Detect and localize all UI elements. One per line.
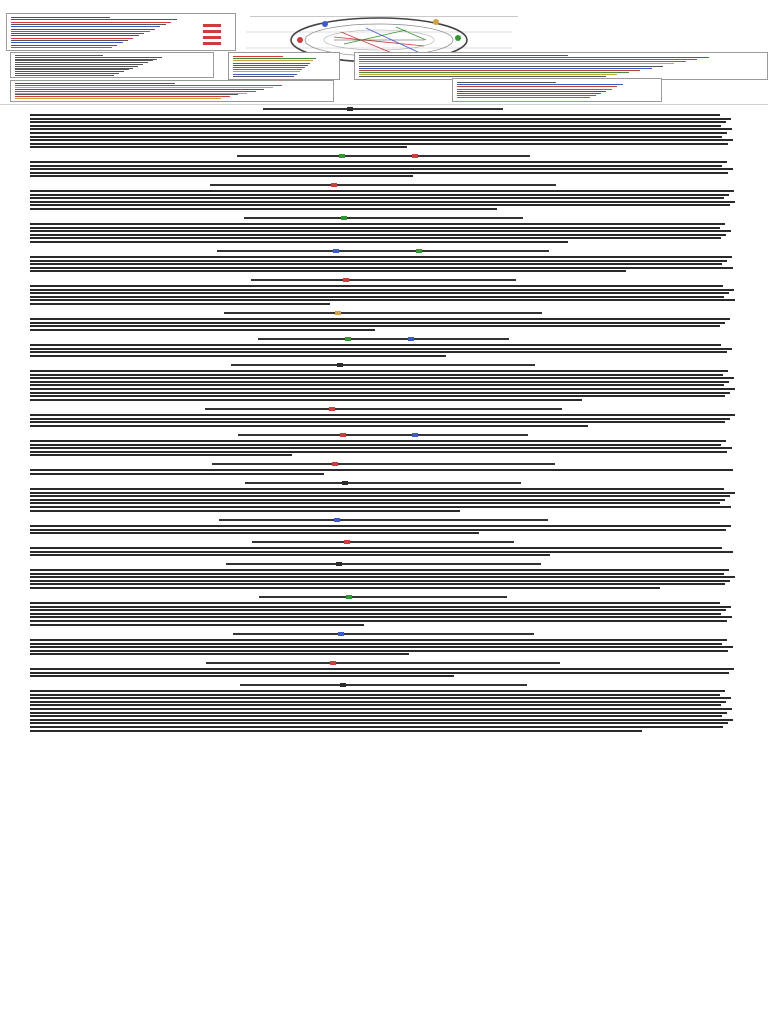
section-heading-rule bbox=[219, 519, 548, 521]
text-line bbox=[30, 143, 728, 145]
sign-glyph-icon bbox=[335, 311, 341, 315]
text-line bbox=[30, 602, 720, 604]
text-line bbox=[30, 447, 732, 449]
text-line bbox=[30, 230, 731, 232]
chart-header bbox=[0, 0, 768, 105]
section-heading bbox=[30, 362, 736, 368]
text-line bbox=[30, 650, 728, 652]
text-line bbox=[30, 204, 730, 206]
sign-glyph-icon bbox=[336, 562, 342, 566]
sign-glyph-icon bbox=[340, 683, 346, 687]
text-line bbox=[30, 569, 729, 571]
interpretation-paragraph bbox=[30, 256, 736, 275]
interpretation-paragraph bbox=[30, 344, 736, 360]
section-heading bbox=[30, 248, 736, 254]
text-line bbox=[30, 532, 479, 534]
text-line bbox=[30, 690, 725, 692]
text-line bbox=[30, 639, 727, 641]
text-line bbox=[30, 197, 724, 199]
text-line bbox=[30, 701, 726, 703]
interpretation-paragraph bbox=[30, 190, 736, 213]
text-line bbox=[30, 377, 734, 379]
text-line bbox=[30, 190, 734, 192]
text-line bbox=[30, 704, 721, 706]
panel-row bbox=[457, 91, 606, 92]
text-line bbox=[30, 551, 733, 553]
panel-row bbox=[457, 84, 623, 85]
text-line bbox=[30, 322, 725, 324]
section-heading bbox=[30, 106, 736, 112]
text-line bbox=[30, 414, 735, 416]
text-line bbox=[30, 576, 735, 578]
interpretation-paragraph bbox=[30, 668, 736, 680]
text-line bbox=[30, 329, 375, 331]
section-heading bbox=[30, 480, 736, 486]
sign-glyph-icon bbox=[338, 632, 344, 636]
sign-glyph-icon bbox=[334, 518, 340, 522]
text-line bbox=[30, 237, 721, 239]
section-heading bbox=[30, 660, 736, 666]
panel-row bbox=[359, 66, 663, 67]
section-heading-rule bbox=[212, 463, 555, 465]
sign-glyph-icon bbox=[344, 540, 350, 544]
section-heading bbox=[30, 215, 736, 221]
text-line bbox=[30, 620, 727, 622]
text-line bbox=[30, 624, 364, 626]
panel-row bbox=[359, 63, 674, 64]
interpretation-paragraph bbox=[30, 161, 736, 180]
panel-row bbox=[15, 96, 230, 97]
text-line bbox=[30, 289, 734, 291]
text-line bbox=[30, 118, 731, 120]
section-heading-rule bbox=[240, 684, 527, 686]
panel-row bbox=[233, 63, 310, 64]
section-heading bbox=[30, 182, 736, 188]
panel-row bbox=[15, 87, 273, 88]
text-line bbox=[30, 726, 723, 728]
text-line bbox=[30, 318, 730, 320]
panel-row bbox=[233, 65, 308, 66]
text-line bbox=[30, 573, 724, 575]
sign-glyph-icon bbox=[346, 595, 352, 599]
text-line bbox=[30, 712, 727, 714]
section-heading bbox=[30, 153, 736, 159]
text-line bbox=[30, 168, 733, 170]
interpretation-paragraph bbox=[30, 318, 736, 334]
text-line bbox=[30, 495, 730, 497]
section-heading bbox=[30, 539, 736, 545]
sign-glyph-icon bbox=[331, 183, 337, 187]
text-line bbox=[30, 256, 732, 258]
panel-row bbox=[11, 47, 112, 48]
text-line bbox=[30, 208, 497, 210]
text-line bbox=[30, 384, 724, 386]
interpretation-paragraph bbox=[30, 114, 736, 151]
interpretation-paragraph bbox=[30, 639, 736, 658]
sign-glyph-icon bbox=[347, 107, 353, 111]
panel-row bbox=[11, 26, 160, 27]
section-heading-rule bbox=[205, 408, 562, 410]
sign-glyph-icon bbox=[329, 407, 335, 411]
text-line bbox=[30, 554, 550, 556]
panel-row bbox=[457, 89, 612, 90]
section-heading-rule bbox=[224, 312, 542, 314]
section-heading-rule bbox=[237, 155, 530, 157]
text-line bbox=[30, 583, 725, 585]
text-line bbox=[30, 395, 725, 397]
panel-row bbox=[11, 40, 128, 41]
sign-glyph-icon bbox=[412, 433, 418, 437]
interpretation-paragraph bbox=[30, 370, 736, 404]
interpretation-paragraph bbox=[30, 602, 736, 629]
text-line bbox=[30, 296, 724, 298]
text-line bbox=[30, 270, 626, 272]
section-heading-rule bbox=[259, 596, 507, 598]
sign-glyph-icon bbox=[337, 363, 343, 367]
panel-row bbox=[11, 38, 133, 39]
section-heading-rule bbox=[251, 279, 516, 281]
panel-row bbox=[11, 22, 171, 23]
text-line bbox=[30, 613, 721, 615]
text-line bbox=[30, 421, 725, 423]
text-line bbox=[30, 444, 721, 446]
text-line bbox=[30, 492, 735, 494]
text-line bbox=[30, 606, 731, 608]
panel-row bbox=[11, 45, 117, 46]
panel-row bbox=[457, 82, 556, 83]
section-heading bbox=[30, 461, 736, 467]
panel-row bbox=[15, 93, 247, 94]
sign-glyph-icon bbox=[332, 462, 338, 466]
text-line bbox=[30, 263, 722, 265]
text-line bbox=[30, 201, 735, 203]
section-heading-rule bbox=[244, 217, 523, 219]
text-line bbox=[30, 194, 729, 196]
text-line bbox=[30, 488, 724, 490]
legend-panel bbox=[452, 78, 662, 102]
interpretation-paragraph bbox=[30, 285, 736, 308]
panel-row bbox=[359, 68, 652, 69]
panel-row bbox=[15, 98, 221, 99]
text-line bbox=[30, 451, 727, 453]
sign-glyph-icon bbox=[330, 661, 336, 665]
text-line bbox=[30, 388, 735, 390]
text-line bbox=[30, 694, 720, 696]
panel-row bbox=[359, 76, 606, 77]
text-line bbox=[30, 653, 409, 655]
panel-row bbox=[11, 33, 144, 34]
interpretation-paragraph bbox=[30, 547, 736, 559]
text-line bbox=[30, 525, 731, 527]
text-line bbox=[30, 392, 730, 394]
text-line bbox=[30, 292, 729, 294]
text-line bbox=[30, 139, 733, 141]
panel-row bbox=[233, 74, 297, 75]
panel-row bbox=[233, 67, 305, 68]
panel-row bbox=[359, 61, 686, 62]
text-line bbox=[30, 325, 720, 327]
text-line bbox=[30, 587, 660, 589]
interpretation-paragraph bbox=[30, 488, 736, 515]
text-line bbox=[30, 285, 723, 287]
text-line bbox=[30, 351, 727, 353]
text-line bbox=[30, 643, 722, 645]
text-line bbox=[30, 473, 324, 475]
text-line bbox=[30, 146, 407, 148]
text-line bbox=[30, 616, 732, 618]
text-line bbox=[30, 418, 730, 420]
text-line bbox=[30, 175, 413, 177]
panel-row bbox=[11, 42, 123, 43]
panel-row bbox=[15, 89, 264, 90]
sign-glyph-icon bbox=[416, 249, 422, 253]
text-line bbox=[30, 399, 582, 401]
text-line bbox=[30, 646, 733, 648]
sign-glyph-icon bbox=[339, 154, 345, 158]
panel-row bbox=[457, 97, 590, 98]
section-heading-rule bbox=[258, 338, 509, 340]
interpretation-text bbox=[30, 104, 736, 1022]
panel-row bbox=[11, 29, 155, 30]
section-heading-rule bbox=[263, 108, 503, 110]
sign-glyph-icon bbox=[340, 433, 346, 437]
section-heading-rule bbox=[231, 364, 535, 366]
text-line bbox=[30, 440, 726, 442]
sign-glyph-icon bbox=[345, 337, 351, 341]
panel-row bbox=[457, 95, 596, 96]
panel-row bbox=[233, 71, 300, 72]
text-line bbox=[30, 580, 730, 582]
text-line bbox=[30, 161, 727, 163]
section-heading bbox=[30, 631, 736, 637]
panel-row bbox=[233, 56, 283, 57]
section-heading bbox=[30, 594, 736, 600]
text-line bbox=[30, 510, 460, 512]
sign-glyph-icon bbox=[343, 278, 349, 282]
panel-row bbox=[233, 58, 316, 59]
section-heading bbox=[30, 561, 736, 567]
text-line bbox=[30, 348, 732, 350]
text-line bbox=[30, 128, 732, 130]
section-heading-rule bbox=[245, 482, 521, 484]
section-heading-rule bbox=[226, 563, 541, 565]
section-heading-rule bbox=[210, 184, 556, 186]
text-line bbox=[30, 381, 729, 383]
interpretation-paragraph bbox=[30, 414, 736, 430]
text-line bbox=[30, 722, 728, 724]
section-heading bbox=[30, 336, 736, 342]
panel-row bbox=[359, 70, 640, 71]
text-line bbox=[30, 529, 726, 531]
sign-glyph-icon bbox=[342, 481, 348, 485]
panel-row bbox=[457, 86, 617, 87]
text-line bbox=[30, 469, 733, 471]
text-line bbox=[30, 454, 292, 456]
section-heading-rule bbox=[252, 541, 514, 543]
interpretation-paragraph bbox=[30, 690, 736, 735]
dominants-panel bbox=[10, 80, 334, 102]
section-heading bbox=[30, 682, 736, 688]
panel-row bbox=[11, 24, 166, 25]
text-line bbox=[30, 730, 642, 732]
section-heading-rule bbox=[233, 633, 534, 635]
panel-row bbox=[233, 69, 302, 70]
interpretation-paragraph bbox=[30, 440, 736, 459]
text-line bbox=[30, 165, 722, 167]
panel-row bbox=[11, 17, 110, 18]
text-line bbox=[30, 715, 722, 717]
text-line bbox=[30, 502, 720, 504]
text-line bbox=[30, 609, 726, 611]
panel-row bbox=[15, 94, 238, 95]
panel-row bbox=[233, 60, 313, 61]
section-heading bbox=[30, 406, 736, 412]
text-line bbox=[30, 499, 725, 501]
text-line bbox=[30, 374, 723, 376]
section-heading-rule bbox=[238, 434, 528, 436]
text-line bbox=[30, 355, 446, 357]
sign-glyph-icon bbox=[333, 249, 339, 253]
panel-row bbox=[11, 19, 177, 20]
text-line bbox=[30, 234, 726, 236]
text-line bbox=[30, 344, 721, 346]
text-line bbox=[30, 172, 728, 174]
text-line bbox=[30, 121, 726, 123]
text-line bbox=[30, 547, 722, 549]
section-heading-rule bbox=[217, 250, 549, 252]
panel-row bbox=[15, 91, 256, 92]
sign-glyph-icon bbox=[408, 337, 414, 341]
panel-row bbox=[359, 57, 709, 58]
text-line bbox=[30, 227, 720, 229]
panel-row bbox=[15, 75, 114, 76]
elements-panel bbox=[228, 52, 340, 80]
aspects-panel bbox=[354, 52, 768, 80]
panel-row bbox=[11, 35, 139, 36]
section-heading bbox=[30, 310, 736, 316]
section-heading bbox=[30, 517, 736, 523]
text-line bbox=[30, 506, 731, 508]
interpretation-paragraph bbox=[30, 223, 736, 246]
interpretation-paragraph bbox=[30, 469, 736, 478]
text-line bbox=[30, 267, 733, 269]
aspect-badges bbox=[203, 24, 223, 46]
text-line bbox=[30, 299, 735, 301]
panel-row bbox=[15, 83, 175, 84]
text-line bbox=[30, 697, 731, 699]
text-line bbox=[30, 675, 454, 677]
interpretation-paragraph bbox=[30, 569, 736, 592]
panel-row bbox=[11, 31, 150, 32]
text-line bbox=[30, 708, 732, 710]
text-line bbox=[30, 114, 720, 116]
text-line bbox=[30, 668, 734, 670]
panel-row bbox=[359, 55, 568, 56]
text-line bbox=[30, 719, 733, 721]
section-heading-rule bbox=[206, 662, 560, 664]
panel-row bbox=[359, 59, 697, 60]
panel-row bbox=[457, 93, 601, 94]
text-line bbox=[30, 303, 330, 305]
text-line bbox=[30, 223, 725, 225]
text-line bbox=[30, 370, 728, 372]
text-line bbox=[30, 136, 722, 138]
text-line bbox=[30, 672, 729, 674]
sign-glyph-icon bbox=[412, 154, 418, 158]
planets-panel bbox=[6, 13, 236, 51]
text-line bbox=[30, 425, 588, 427]
section-heading bbox=[30, 277, 736, 283]
text-line bbox=[30, 125, 721, 127]
panel-row bbox=[359, 72, 629, 73]
text-line bbox=[30, 132, 727, 134]
panel-row bbox=[15, 85, 282, 86]
section-heading bbox=[30, 432, 736, 438]
panel-row bbox=[359, 74, 617, 75]
text-line bbox=[30, 241, 568, 243]
text-line bbox=[30, 260, 727, 262]
panel-row bbox=[233, 76, 294, 77]
interpretation-paragraph bbox=[30, 525, 736, 537]
houses-panel bbox=[10, 52, 214, 78]
sign-glyph-icon bbox=[341, 216, 347, 220]
